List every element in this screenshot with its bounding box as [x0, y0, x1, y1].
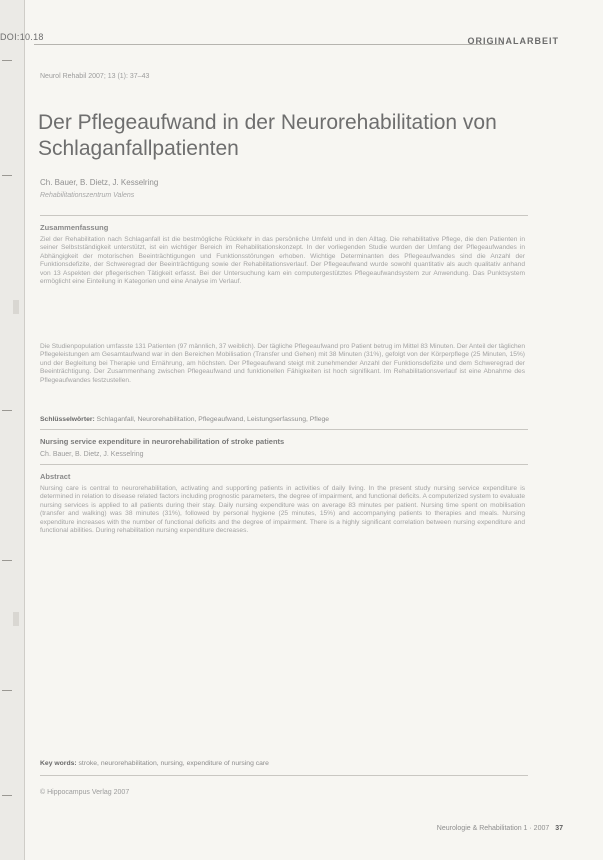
article-title: Der Pflegeaufwand in der Neurorehabilitation von Schlaganfallpatienten — [38, 111, 497, 161]
page-number: 37 — [555, 825, 563, 832]
divider — [40, 775, 528, 776]
german-keywords-label: Schlüsselwörter: — [40, 416, 95, 423]
affiliation: Rehabilitationszentrum Valens — [40, 192, 135, 199]
german-keywords-list: Schlaganfall, Neurorehabilitation, Pflegeaufwand, Leistungserfassung, Pflege — [96, 416, 330, 423]
authors: Ch. Bauer, B. Dietz, J. Kesselring — [40, 178, 159, 187]
edge-mark — [2, 795, 12, 796]
english-abstract-paragraph: Nursing care is central to neurorehabilitation, activating and supporting patients in activities of daily living. In the present study nursing service expenditure is determined in relation to disease related factors including prognostic parameters, the degree of impairment, and functional deficits. A computerized system to evaluate nursing services is applied to all patients during their stay. Daily nursing expenditure was on average 83 minutes per patient. Nursing time spent on mobilisation (transfer and walking) was 38 minutes (31%), followed by personal hygiene (25 minutes, 15%) and accompanying patients to therapies and meals. Nursing expenditure increases with the number of functional deficits and the degree of impairment. There is a highly significant correlation between nursing expenditure and functional abilities. During rehabilitation nursing expenditure decreases. — [40, 485, 525, 535]
english-authors: Ch. Bauer, B. Dietz, J. Kesselring — [40, 451, 144, 458]
left-page-edge — [0, 0, 25, 860]
english-title: Nursing service expenditure in neurorehabilitation of stroke patients — [40, 437, 285, 446]
german-keywords — [40, 416, 525, 423]
divider — [40, 429, 528, 430]
edge-mark — [2, 60, 12, 61]
edge-shadow — [13, 612, 19, 626]
edge-mark — [2, 560, 12, 561]
german-abstract-paragraph-1: Ziel der Rehabilitation nach Schlaganfall ist die bestmögliche Rückkehr in das persönliche Umfeld und in den Alltag. Die rehabilitative Pflege, die den Patienten in seiner Selbstständigkeit unterstützt, ist ein wichtiger Bereich im Rehabilitationskonzept. In der vorliegenden Studie wurden der Umfang der Pflegeaufwandes in Abhängigkeit der motorischen Beeinträchtigungen und Funktionsstörungen erhoben. Wichtige Determinanten des Pflegeaufwandes sind die Anzahl der Funktionsdefizite, der Schweregrad der Beeinträchtigung sowie der Rehabilitationsverlauf. Der Pflegeaufwand wurde sowohl quantitativ als auch qualitativ anhand von 13 Aspekten der pflegerischen Tätigkeit erfasst. Bei der Untersuchung kam ein computergestütztes Pflegeaufwandsystem zur Anwendung. Das Punktsystem ermöglicht eine Einteilung in Kategorien und eine Analyse im Verlauf. — [40, 236, 525, 286]
page-footer — [437, 825, 563, 832]
english-keywords-label: Key words: — [40, 760, 77, 767]
edge-shadow — [13, 300, 19, 314]
edge-mark — [2, 410, 12, 411]
section-label: ORIGINALARBEIT — [467, 36, 559, 46]
running-header-fragment: DOI:10.18 — [0, 32, 44, 42]
german-abstract-heading: Zusammenfassung — [40, 223, 109, 232]
edge-mark — [2, 690, 12, 691]
english-keywords-list: stroke, neurorehabilitation, nursing, expenditure of nursing care — [78, 760, 269, 767]
copyright: © Hippocampus Verlag 2007 — [40, 789, 130, 796]
header-rule — [34, 44, 504, 45]
journal-name: Neurologie & Rehabilitation 1 · 2007 — [436, 825, 550, 832]
english-keywords — [40, 760, 525, 767]
edge-mark — [2, 175, 12, 176]
citation: Neurol Rehabil 2007; 13 (1): 37–43 — [40, 73, 150, 80]
divider — [40, 464, 528, 465]
divider — [40, 215, 528, 216]
german-abstract-paragraph-2: Die Studienpopulation umfasste 131 Patienten (97 männlich, 37 weiblich). Der tägliche Pflegeaufwand pro Patient betrug im Mittel 83 Minuten. Der Anteil der täglichen Pflegeleistungen am Gesamtaufwand war in den Bereichen Mobilisation (Transfer und Gehen) mit 38 Minuten (31%), gefolgt von der Körperpflege (25 Minuten, 15%) und der Begleitung bei Therapie und Ernährung, am höchsten. Der Pflegeaufwand steigt mit zunehmender Anzahl der Funktionsdefizite und dem Schweregrad der Beeinträchtigung. Der Zusammenhang zwischen Pflegeaufwand und funktionellen Fähigkeiten ist hoch signifikant. Im Rehabilitationsverlauf ist eine Abnahme des Pflegeaufwandes festzustellen. — [40, 343, 525, 384]
english-abstract-heading: Abstract — [40, 472, 71, 481]
